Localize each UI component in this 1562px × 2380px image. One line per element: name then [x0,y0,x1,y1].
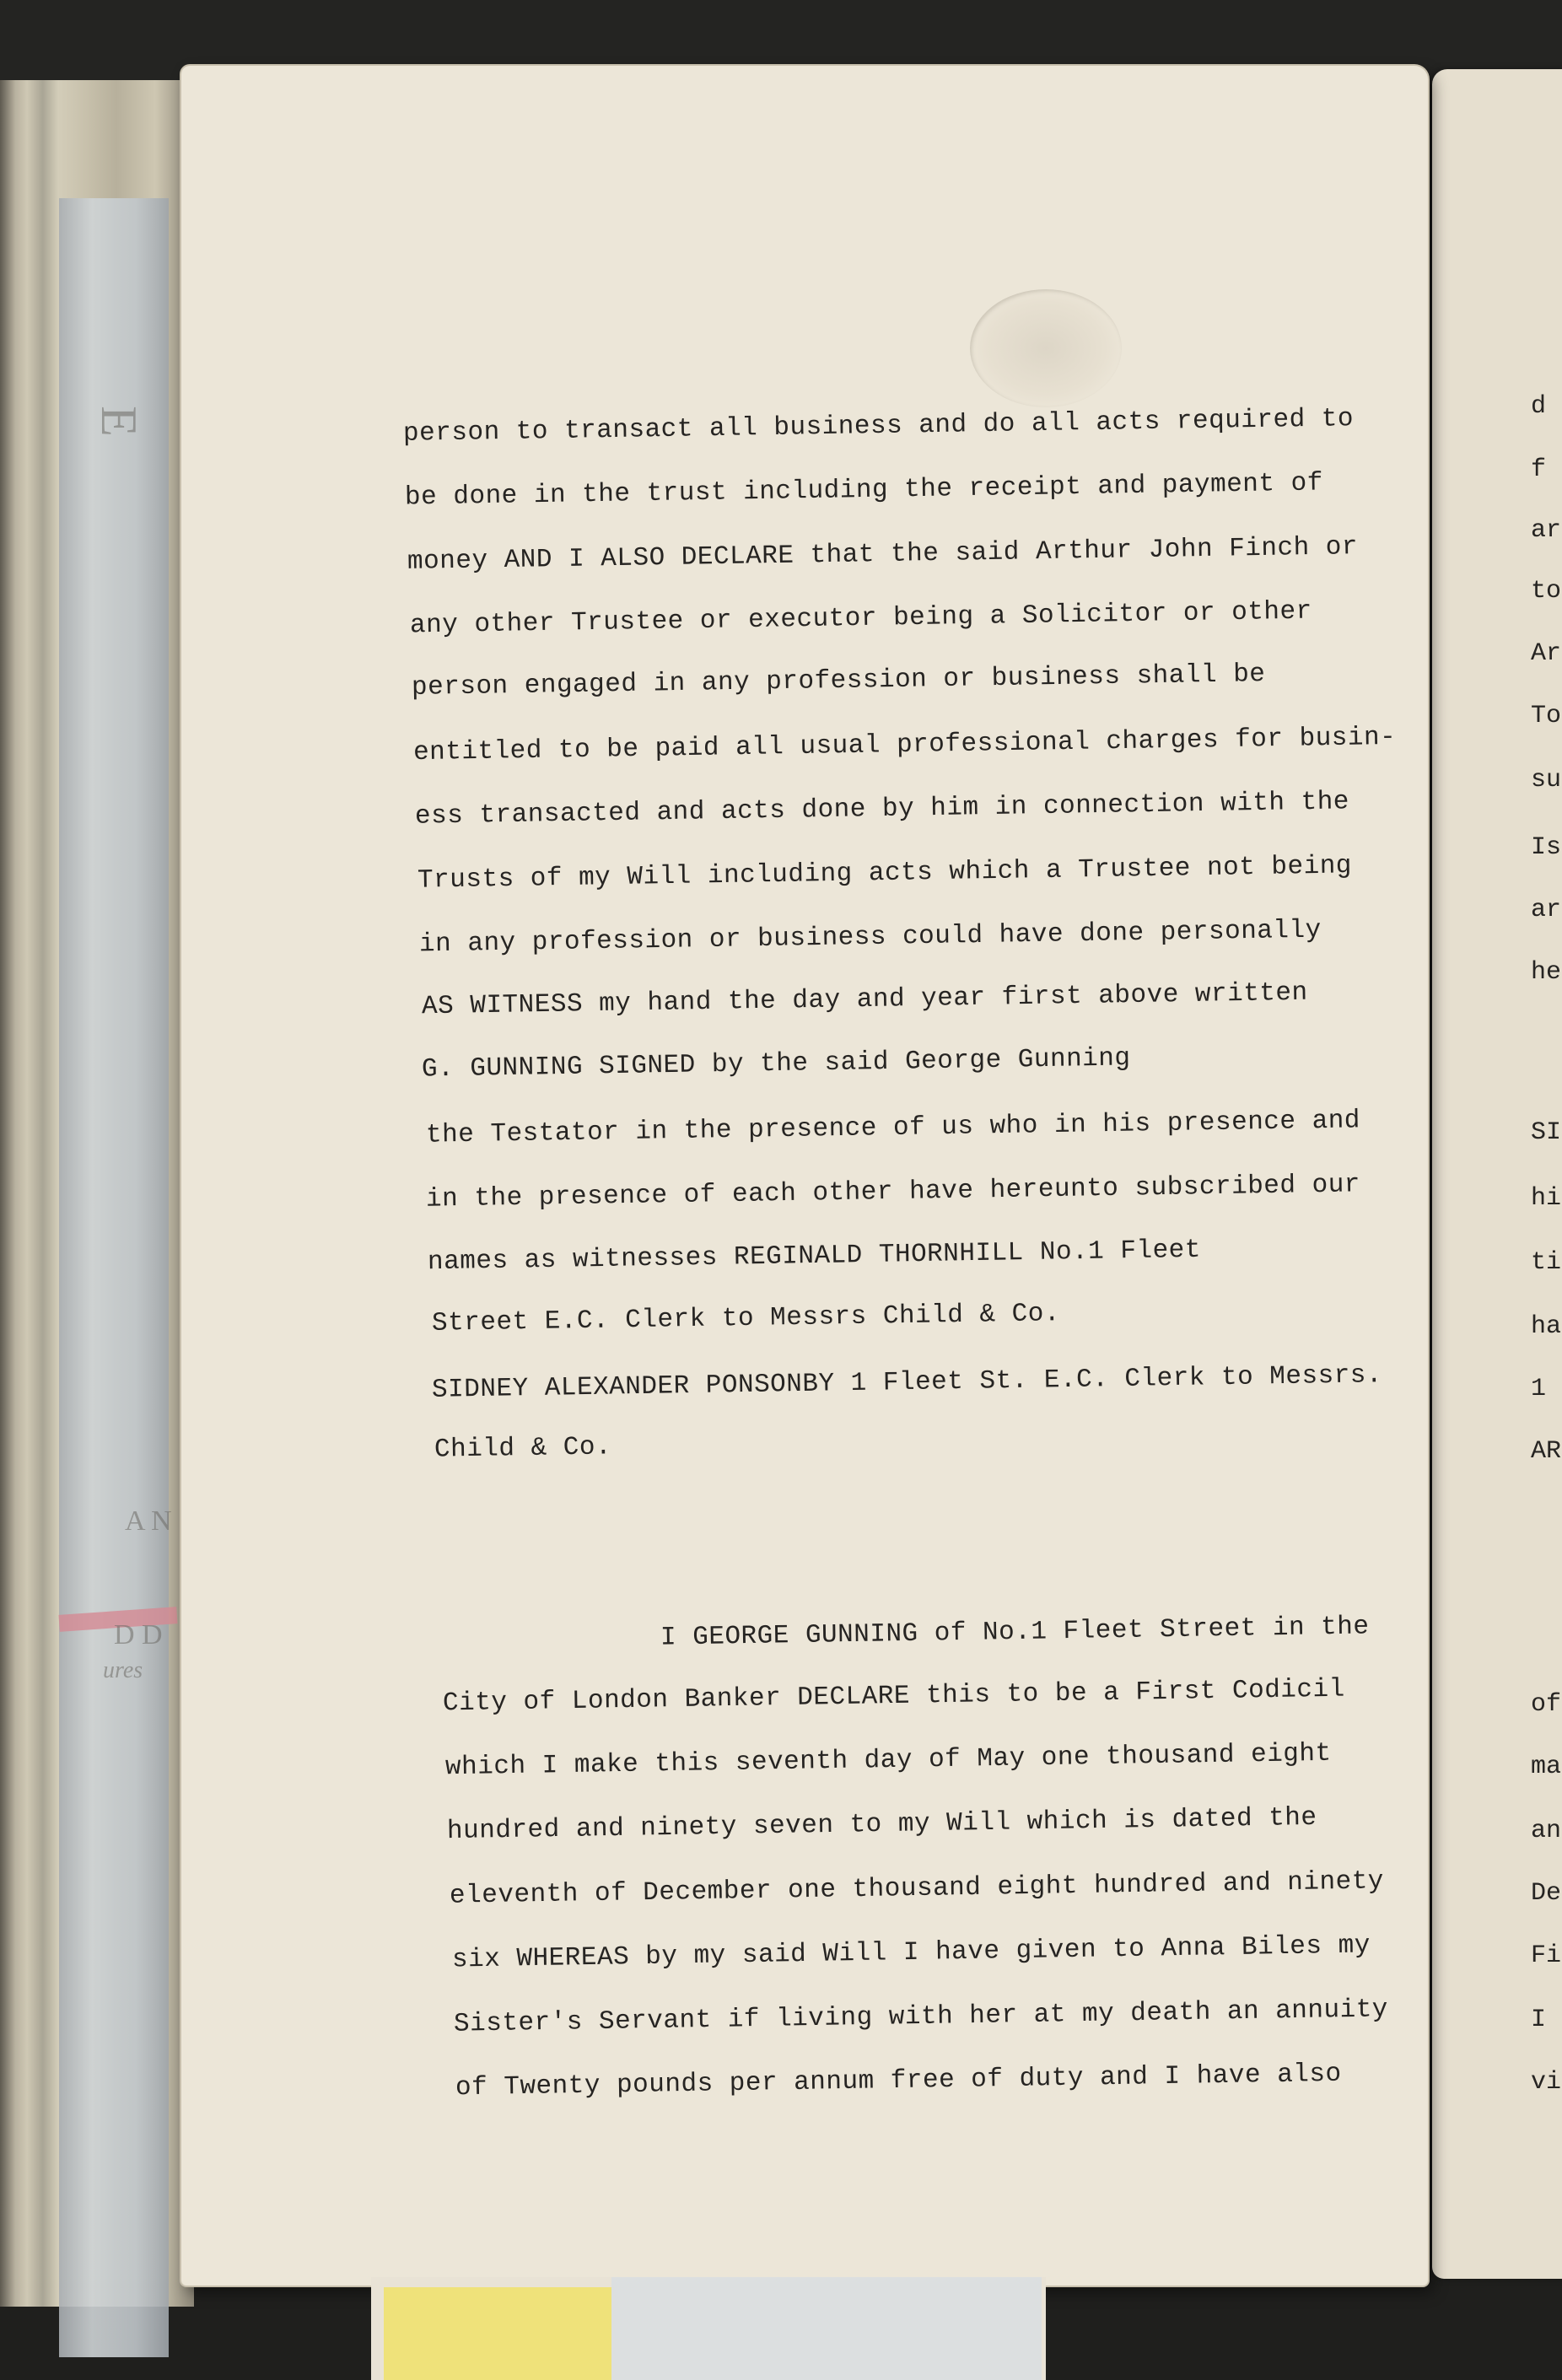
text-line: G. GUNNING SIGNED by the said George Gunning [421,1043,1131,1085]
spine-letter: ures [103,1657,143,1683]
peek-fragment: d [1531,392,1547,421]
peek-fragment: De [1531,1879,1562,1908]
text-line: in the presence of each other have hereunto subscribed our [425,1170,1361,1214]
text-line: names as witnesses REGINALD THORNHILL No.1 Fleet [427,1235,1202,1278]
text-line: hundred and ninety seven to my Will which is dated the [446,1802,1317,1847]
text-line: Sister's Servant if living with her at my death an annuity [453,1995,1389,2039]
text-line: entitled to be paid all usual professional charges for busin- [412,722,1397,768]
spine-letter: D D [114,1619,163,1650]
peek-fragment: ma [1531,1753,1562,1781]
text-line: I GEORGE GUNNING of No.1 Fleet Street in the [660,1612,1370,1653]
text-line: Street E.C. Clerk to Messrs Child & Co. [431,1299,1061,1338]
peek-fragment: hi [1531,1184,1562,1213]
text-line: any other Trustee or executor being a Solicitor or other [409,596,1312,641]
text-line: City of London Banker DECLARE this to be a First Codicil [442,1674,1345,1719]
spine-letter: A N [125,1505,172,1537]
peek-fragment: su [1531,766,1562,794]
text-line: eleventh of December one thousand eight hundred and ninety [449,1866,1385,1911]
text-line: of Twenty pounds per annum free of duty and I have also [455,2059,1342,2103]
peek-fragment: ha [1531,1312,1562,1341]
text-line: person to transact all business and do all acts required to [402,404,1355,449]
text-line: ess transacted and acts done by him in connection with the [414,787,1350,832]
paper-tag [611,2277,1042,2380]
peek-fragment: vi [1531,2068,1562,2097]
peek-fragment: ar [1531,516,1562,545]
peek-fragment: AR [1531,1437,1562,1466]
text-line: SIDNEY ALEXANDER PONSONBY 1 Fleet St. E.C. Clerk to Messrs. [431,1360,1383,1405]
text-line: person engaged in any profession or business shall be [411,660,1266,703]
peek-fragment: ti [1531,1248,1562,1277]
peek-fragment: he [1531,958,1562,987]
peek-fragment: an [1531,1817,1562,1845]
peek-fragment: 1 [1531,1375,1547,1403]
text-line: six WHEREAS by my said Will I have given to Anna Biles my [451,1930,1371,1975]
peek-fragment: SI [1531,1118,1562,1147]
peek-fragment: ar [1531,896,1562,924]
peek-fragment: Ar [1531,639,1562,668]
text-line: in any profession or business could have done personally [418,915,1322,960]
yellow-tag [384,2287,611,2380]
peek-fragment: Is [1531,833,1562,862]
text-line: money AND I ALSO DECLARE that the said Arthur John Finch or [407,532,1359,577]
peek-fragment: to [1531,577,1562,606]
spine-letter: E [90,406,147,437]
text-line: Trusts of my Will including acts which a Trustee not being [417,851,1353,896]
text-line: be done in the trust including the receipt and payment of [404,468,1324,513]
peek-fragment: To [1531,702,1562,730]
peek-fragment: Fi [1531,1941,1562,1970]
text-line: AS WITNESS my hand the day and year first above written [421,977,1308,1022]
peek-fragment: of [1531,1690,1562,1719]
text-line: which I make this seventh day of May one thousand eight [444,1738,1332,1783]
peek-fragment: f [1531,455,1547,484]
text-line: Child & Co. [434,1432,612,1465]
peek-fragment: I [1531,2006,1547,2034]
text-line: the Testator in the presence of us who in his presence and [425,1106,1361,1150]
